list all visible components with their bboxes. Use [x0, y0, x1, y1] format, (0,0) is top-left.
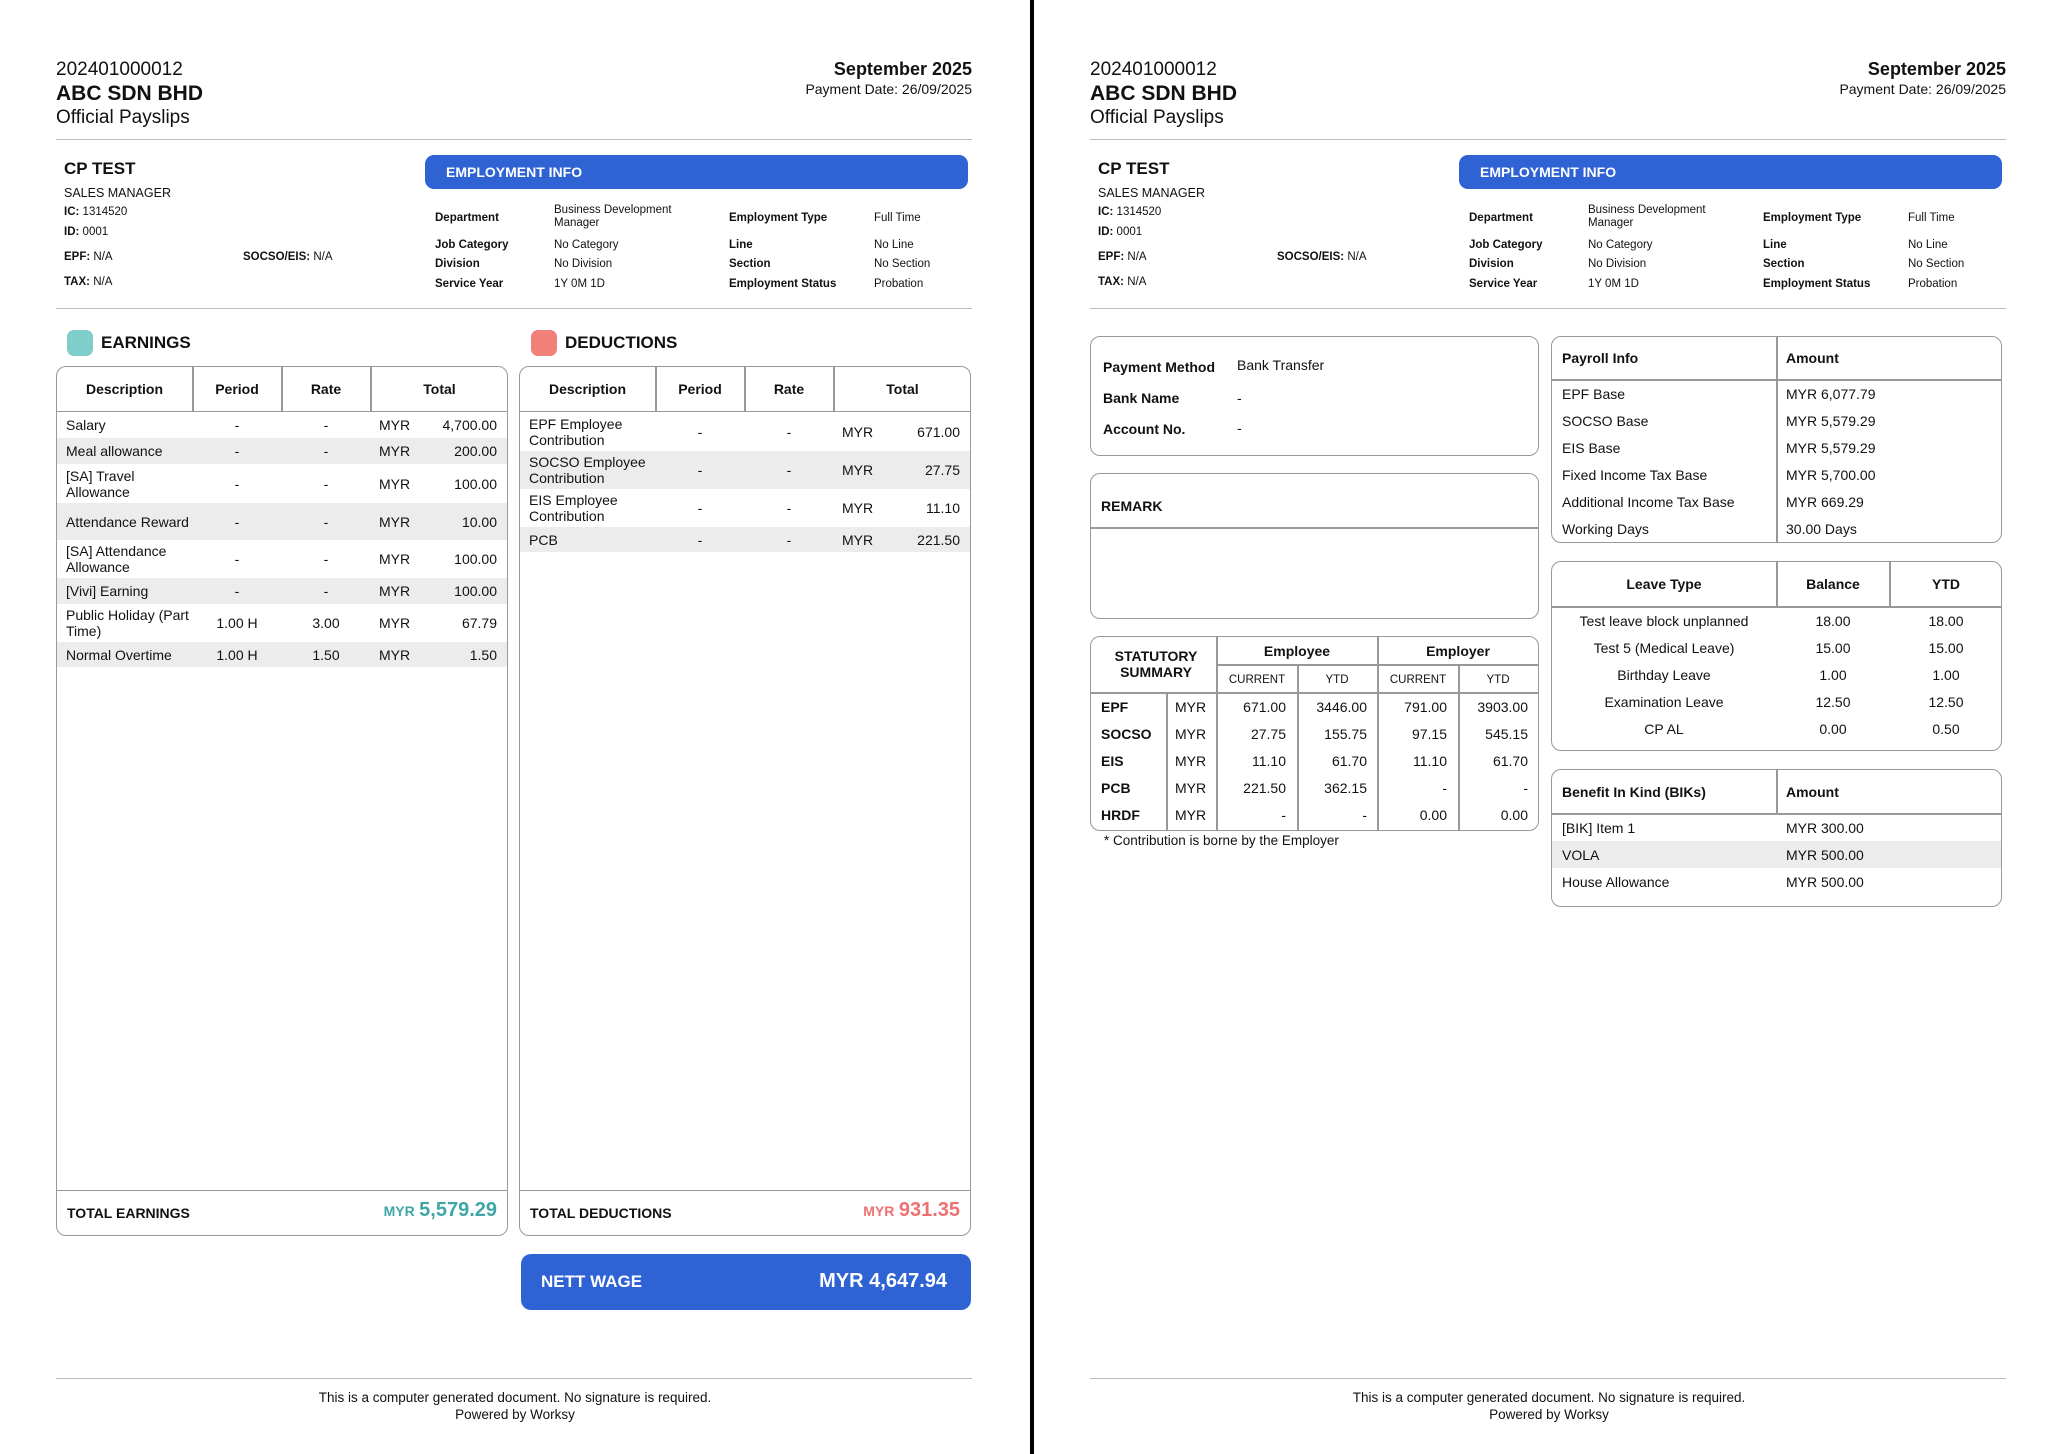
document-number: 202401000012 — [1090, 59, 1217, 80]
statutory-row-ee-current: 671.00 — [1243, 699, 1286, 715]
leave-row-type: Test 5 (Medical Leave) — [1593, 640, 1735, 656]
earnings-col-period: Period — [215, 381, 259, 397]
leave-row-type: Birthday Leave — [1617, 667, 1711, 683]
bik-row — [1552, 868, 2001, 895]
footer — [1034, 1389, 2060, 1423]
payroll-info-header: Payroll Info — [1562, 350, 1639, 366]
statutory-row-ee-ytd: 61.70 — [1331, 753, 1367, 769]
info-divider — [1090, 308, 2006, 309]
earnings-row-rate: 1.50 — [312, 646, 340, 663]
bik-row — [1552, 841, 2001, 868]
earnings-table — [56, 366, 508, 1236]
line-label: Line — [729, 239, 753, 251]
employee-name: CP TEST — [64, 159, 136, 178]
earnings-row-description: Public Holiday (Part Time) — [66, 607, 189, 639]
employee-name: CP TEST — [1098, 159, 1170, 178]
earnings-row-description: Salary — [66, 417, 106, 433]
header-divider — [56, 139, 972, 140]
earnings-row-description: [SA] Attendance Allowance — [66, 543, 167, 575]
earnings-row-description: [Vivi] Earning — [66, 583, 149, 599]
job-category-label: Job Category — [435, 239, 509, 251]
leave-row-ytd: 18.00 — [1928, 613, 1964, 629]
payroll-info-row-value: 30.00 Days — [1786, 521, 1857, 537]
deductions-table — [519, 366, 971, 1236]
section-value: No Section — [1908, 258, 1965, 270]
leave-row-type: CP AL — [1644, 721, 1684, 737]
service-year-label: Service Year — [435, 278, 504, 290]
payroll-info-row-label: SOCSO Base — [1562, 413, 1649, 429]
earnings-row-description: [SA] Travel Allowance — [66, 467, 135, 500]
earnings-row — [57, 604, 507, 642]
payment-method-box — [1090, 336, 1539, 456]
employee-position: SALES MANAGER — [1098, 186, 1205, 200]
earnings-color-marker — [67, 330, 93, 356]
earnings-total-bar — [57, 1190, 507, 1235]
leave-row-balance: 15.00 — [1815, 640, 1851, 656]
earnings-row — [57, 464, 507, 503]
department-label: Department — [435, 212, 499, 224]
statutory-row-currency: MYR — [1175, 726, 1207, 742]
info-divider — [56, 308, 972, 309]
payment-date: Payment Date: 26/09/2025 — [805, 81, 972, 97]
statutory-row-er-current: 11.10 — [1413, 753, 1447, 769]
header-divider — [1090, 139, 2006, 140]
earnings-row-rate: - — [323, 551, 329, 567]
employee-id: ID: 0001 — [1098, 226, 1143, 238]
deductions-total-bar — [520, 1190, 970, 1235]
employee-socso: SOCSO/EIS: N/A — [1277, 251, 1367, 263]
deductions-row — [520, 451, 970, 489]
statutory-summary-table — [1090, 636, 1539, 831]
statutory-ee-current-header: CURRENT — [1228, 674, 1286, 686]
earnings-row — [57, 438, 507, 464]
deductions-row-period: - — [697, 423, 703, 440]
service-year-label: Service Year — [1469, 278, 1538, 290]
payroll-info-row-value: MYR 6,077.79 — [1786, 386, 1876, 402]
job-category-label: Job Category — [1469, 239, 1543, 251]
header-right — [805, 58, 972, 98]
earnings-row-currency: MYR — [379, 443, 411, 459]
bik-row-label: House Allowance — [1562, 873, 1670, 890]
earnings-row — [57, 503, 507, 540]
job-category-value: No Category — [1588, 239, 1653, 251]
earnings-title-text: EARNINGS — [101, 333, 191, 352]
bank-name-label: Bank Name — [1103, 390, 1180, 406]
header-left — [56, 58, 203, 130]
pay-period: September 2025 — [833, 59, 972, 79]
earnings-col-description: Description — [85, 381, 163, 397]
employment-info-header: EMPLOYMENT INFO — [425, 155, 968, 189]
deductions-row-total: 27.75 — [924, 462, 960, 478]
company-name: ABC SDN BHD — [1090, 82, 1237, 105]
payment-method-label: Payment Method — [1103, 359, 1216, 375]
statutory-er-ytd-header: YTD — [1486, 674, 1510, 686]
earnings-row — [57, 540, 507, 578]
statutory-row-ee-current: 221.50 — [1243, 780, 1286, 796]
earnings-row-rate: - — [323, 513, 329, 530]
employment-type-label: Employment Type — [1763, 212, 1862, 224]
statutory-row-name: PCB — [1101, 780, 1131, 796]
leave-row-balance: 1.00 — [1819, 667, 1847, 683]
deductions-row — [520, 527, 970, 552]
deductions-row-total: 221.50 — [917, 531, 960, 548]
employee-epf: EPF: N/A — [1098, 251, 1147, 263]
payment-method-value: Bank Transfer — [1237, 357, 1325, 373]
leave-balance-header: Balance — [1806, 576, 1860, 592]
deductions-col-total: Total — [886, 381, 919, 397]
document-number: 202401000012 — [56, 59, 183, 80]
statutory-er-current-header: CURRENT — [1389, 674, 1447, 686]
statutory-row-ee-current: - — [1281, 807, 1286, 823]
statutory-row-ee-current: 11.10 — [1252, 753, 1286, 769]
leave-row-ytd: 12.50 — [1928, 694, 1964, 710]
statutory-employer-header: Employer — [1426, 643, 1490, 659]
bik-row-value: MYR 500.00 — [1786, 846, 1864, 863]
remark-box — [1090, 473, 1539, 619]
leave-ytd-header: YTD — [1932, 576, 1960, 592]
total-deductions-value: MYR 931.35 — [863, 1199, 960, 1221]
deductions-title-text: DEDUCTIONS — [565, 333, 678, 352]
deductions-row-currency: MYR — [842, 531, 874, 548]
leave-row-balance: 12.50 — [1815, 694, 1851, 710]
employment-status-label: Employment Status — [1763, 278, 1871, 290]
footer-divider — [1090, 1378, 2006, 1379]
statutory-row-ee-ytd: - — [1362, 807, 1367, 823]
payment-date: Payment Date: 26/09/2025 — [1839, 81, 2006, 97]
statutory-row-er-current: 0.00 — [1419, 807, 1447, 823]
deductions-row-period: - — [697, 462, 703, 478]
earnings-title — [67, 330, 191, 356]
nett-wage-banner — [521, 1254, 971, 1310]
account-no-value: - — [1237, 420, 1242, 436]
footer-note: This is a computer generated document. No signature is required. — [318, 1390, 712, 1405]
department-value: Business Development Manager — [554, 204, 672, 229]
division-label: Division — [435, 258, 480, 270]
employee-position: SALES MANAGER — [64, 186, 171, 200]
deductions-row-currency: MYR — [842, 462, 874, 478]
deductions-row-description: PCB — [529, 531, 558, 548]
earnings-row-currency: MYR — [379, 513, 411, 530]
deductions-title — [531, 330, 677, 356]
earnings-row-total: 4,700.00 — [442, 417, 497, 433]
job-category-value: No Category — [554, 239, 619, 251]
earnings-row-total: 10.00 — [461, 513, 497, 530]
earnings-row-currency: MYR — [379, 646, 411, 663]
line-value: No Line — [874, 239, 914, 251]
earnings-row-rate: - — [323, 417, 329, 433]
statutory-row-name: HRDF — [1101, 807, 1140, 823]
payroll-info-row-value: MYR 5,700.00 — [1786, 467, 1876, 483]
document-title: Official Payslips — [1090, 107, 1224, 128]
earnings-row — [57, 412, 507, 438]
earnings-row-total: 200.00 — [454, 443, 497, 459]
statutory-row-ee-current: 27.75 — [1250, 726, 1286, 742]
total-earnings-label: TOTAL EARNINGS — [67, 1205, 190, 1221]
footer-divider — [56, 1378, 972, 1379]
statutory-row-name: EPF — [1101, 699, 1129, 715]
earnings-row-total: 100.00 — [454, 551, 497, 567]
statutory-row-er-current: - — [1442, 780, 1447, 796]
deductions-row-rate: - — [786, 462, 792, 478]
leave-table — [1551, 561, 2002, 751]
earnings-row-period: 1.00 H — [216, 646, 258, 663]
pay-period: September 2025 — [1867, 59, 2006, 79]
deductions-row-rate: - — [786, 423, 792, 440]
nett-wage-value: MYR 4,647.94 — [819, 1270, 947, 1292]
earnings-row-period: - — [234, 551, 240, 567]
department-value: Business Development Manager — [1588, 204, 1706, 229]
deductions-col-description: Description — [548, 381, 626, 397]
deductions-row — [520, 489, 970, 527]
employee-socso: SOCSO/EIS: N/A — [243, 251, 333, 263]
earnings-row-description: Meal allowance — [66, 443, 163, 459]
division-value: No Division — [1588, 258, 1647, 270]
deductions-row-rate: - — [786, 500, 792, 516]
bik-row-label: VOLA — [1562, 846, 1600, 863]
employment-status-value: Probation — [1908, 278, 1958, 290]
bik-table — [1551, 769, 2002, 907]
statutory-row-currency: MYR — [1175, 699, 1207, 715]
leave-type-header: Leave Type — [1626, 576, 1702, 592]
department-label: Department — [1469, 212, 1533, 224]
employment-status-label: Employment Status — [729, 278, 837, 290]
earnings-row-currency: MYR — [379, 417, 411, 433]
leave-row-balance: 18.00 — [1815, 613, 1851, 629]
deductions-table-header — [520, 367, 970, 412]
leave-row-ytd: 15.00 — [1928, 640, 1964, 656]
earnings-row-rate: - — [323, 443, 329, 459]
statutory-row-name: EIS — [1101, 753, 1124, 769]
earnings-row-period: - — [234, 417, 240, 433]
service-year-value: 1Y 0M 1D — [554, 278, 605, 290]
statutory-row-er-ytd: 0.00 — [1500, 807, 1528, 823]
deductions-row-currency: MYR — [842, 500, 874, 516]
deductions-row-description: SOCSO Employee Contribution — [529, 454, 646, 486]
payroll-info-amount-header: Amount — [1786, 350, 1839, 366]
statutory-note: * Contribution is borne by the Employer — [1104, 833, 1339, 848]
deductions-row — [520, 412, 970, 451]
employee-tax: TAX: N/A — [64, 276, 113, 288]
bik-row-value: MYR 500.00 — [1786, 873, 1864, 890]
earnings-row-rate: 3.00 — [312, 615, 340, 631]
service-year-value: 1Y 0M 1D — [1588, 278, 1639, 290]
document-title: Official Payslips — [56, 107, 190, 128]
bik-row-label: [BIK] Item 1 — [1562, 819, 1636, 836]
bik-amount-header: Amount — [1786, 784, 1839, 800]
employee-epf: EPF: N/A — [64, 251, 113, 263]
payroll-info-table — [1551, 336, 2002, 543]
earnings-row-total: 100.00 — [454, 583, 497, 599]
statutory-row-currency: MYR — [1175, 780, 1207, 796]
statutory-row-currency: MYR — [1175, 807, 1207, 823]
employee-ic: IC: 1314520 — [64, 206, 128, 218]
employment-info-header: EMPLOYMENT INFO — [1459, 155, 2002, 189]
earnings-row-currency: MYR — [379, 475, 411, 492]
leave-row-type: Test leave block unplanned — [1579, 613, 1749, 629]
remark-label: REMARK — [1101, 498, 1163, 514]
leave-row-type: Examination Leave — [1604, 694, 1724, 710]
earnings-row-currency: MYR — [379, 583, 411, 599]
bik-row-value: MYR 300.00 — [1786, 819, 1864, 836]
payroll-info-row-label: Working Days — [1562, 521, 1649, 537]
earnings-row-total: 100.00 — [454, 475, 497, 492]
earnings-row-total: 1.50 — [469, 646, 497, 663]
deductions-row-period: - — [697, 500, 703, 516]
statutory-row-er-ytd: - — [1523, 780, 1528, 796]
deductions-row-period: - — [697, 531, 703, 548]
statutory-row-er-current: 97.15 — [1411, 726, 1447, 742]
deductions-row-rate: - — [786, 531, 792, 548]
line-label: Line — [1763, 239, 1787, 251]
deductions-row-total: 671.00 — [917, 423, 960, 440]
line-value: No Line — [1908, 239, 1948, 251]
leave-row-ytd: 1.00 — [1932, 667, 1960, 683]
footer-powered-by: Powered by Worksy — [455, 1407, 575, 1422]
section-label: Section — [729, 258, 771, 270]
employment-type-label: Employment Type — [729, 212, 828, 224]
total-earnings-value: MYR 5,579.29 — [383, 1199, 497, 1221]
earnings-row-description: Attendance Reward — [66, 513, 189, 530]
payroll-info-row-label: EPF Base — [1562, 386, 1626, 402]
earnings-col-total: Total — [423, 381, 456, 397]
section-label: Section — [1763, 258, 1805, 270]
earnings-row-rate: - — [323, 475, 329, 492]
company-name: ABC SDN BHD — [56, 82, 203, 105]
earnings-row-description: Normal Overtime — [66, 646, 172, 663]
division-label: Division — [1469, 258, 1514, 270]
statutory-row-ee-ytd: 3446.00 — [1316, 699, 1367, 715]
remark-divider — [1091, 527, 1538, 529]
deductions-color-marker — [531, 330, 557, 356]
statutory-row-currency: MYR — [1175, 753, 1207, 769]
employment-status-value: Probation — [874, 278, 924, 290]
earnings-row — [57, 642, 507, 667]
header-right — [1839, 58, 2006, 98]
statutory-row-er-ytd: 3903.00 — [1477, 699, 1528, 715]
employment-type-value: Full Time — [1908, 212, 1955, 224]
employee-id: ID: 0001 — [64, 226, 109, 238]
footer-note: This is a computer generated document. No signature is required. — [1352, 1390, 1746, 1405]
footer — [0, 1389, 1030, 1423]
account-no-label: Account No. — [1103, 421, 1186, 437]
statutory-row-er-ytd: 545.15 — [1485, 726, 1528, 742]
earnings-row-total: 67.79 — [461, 615, 497, 631]
payroll-info-row-value: MYR 5,579.29 — [1786, 440, 1876, 456]
earnings-col-rate: Rate — [310, 381, 342, 397]
earnings-row-period: - — [234, 475, 240, 492]
statutory-row-ee-ytd: 362.15 — [1324, 780, 1367, 796]
statutory-row-name: SOCSO — [1101, 726, 1152, 742]
bik-header: Benefit In Kind (BIKs) — [1562, 784, 1706, 800]
statutory-employee-header: Employee — [1263, 643, 1331, 659]
bank-name-value: - — [1237, 390, 1242, 406]
nett-wage-label: NETT WAGE — [541, 1272, 643, 1291]
deductions-col-period: Period — [678, 381, 722, 397]
footer-powered-by: Powered by Worksy — [1489, 1407, 1609, 1422]
earnings-table-header — [57, 367, 507, 412]
deductions-col-rate: Rate — [773, 381, 805, 397]
division-value: No Division — [554, 258, 613, 270]
earnings-row-period: - — [234, 583, 240, 599]
payroll-info-row-label: EIS Base — [1562, 440, 1621, 456]
earnings-row-period: 1.00 H — [216, 615, 258, 631]
deductions-row-total: 11.10 — [926, 500, 960, 516]
leave-row-balance: 0.00 — [1819, 721, 1847, 737]
earnings-row — [57, 578, 507, 604]
total-deductions-label: TOTAL DEDUCTIONS — [530, 1205, 672, 1221]
statutory-row-er-ytd: 61.70 — [1492, 753, 1528, 769]
deductions-row-currency: MYR — [842, 423, 874, 440]
payroll-info-row-value: MYR 669.29 — [1786, 494, 1864, 510]
payslip-page-2 — [1034, 0, 2060, 1454]
deductions-row-description: EPF Employee Contribution — [529, 415, 623, 448]
header-left — [1090, 58, 1237, 130]
statutory-ee-ytd-header: YTD — [1325, 674, 1349, 686]
statutory-title: STATUTORY SUMMARY — [1114, 648, 1198, 680]
employee-ic: IC: 1314520 — [1098, 206, 1162, 218]
deductions-row-description: EIS Employee Contribution — [529, 492, 618, 524]
earnings-row-currency: MYR — [379, 551, 411, 567]
leave-row-ytd: 0.50 — [1932, 721, 1960, 737]
payroll-info-row-label: Additional Income Tax Base — [1562, 494, 1735, 510]
payroll-info-row-label: Fixed Income Tax Base — [1562, 467, 1708, 483]
statutory-row-ee-ytd: 155.75 — [1324, 726, 1367, 742]
earnings-row-currency: MYR — [379, 615, 411, 631]
statutory-row-er-current: 791.00 — [1404, 699, 1447, 715]
employment-type-value: Full Time — [874, 212, 921, 224]
section-value: No Section — [874, 258, 931, 270]
bik-row — [1552, 814, 2001, 841]
employee-tax: TAX: N/A — [1098, 276, 1147, 288]
payroll-info-row-value: MYR 5,579.29 — [1786, 413, 1876, 429]
earnings-row-period: - — [234, 443, 240, 459]
earnings-row-period: - — [234, 513, 240, 530]
earnings-row-rate: - — [323, 583, 329, 599]
